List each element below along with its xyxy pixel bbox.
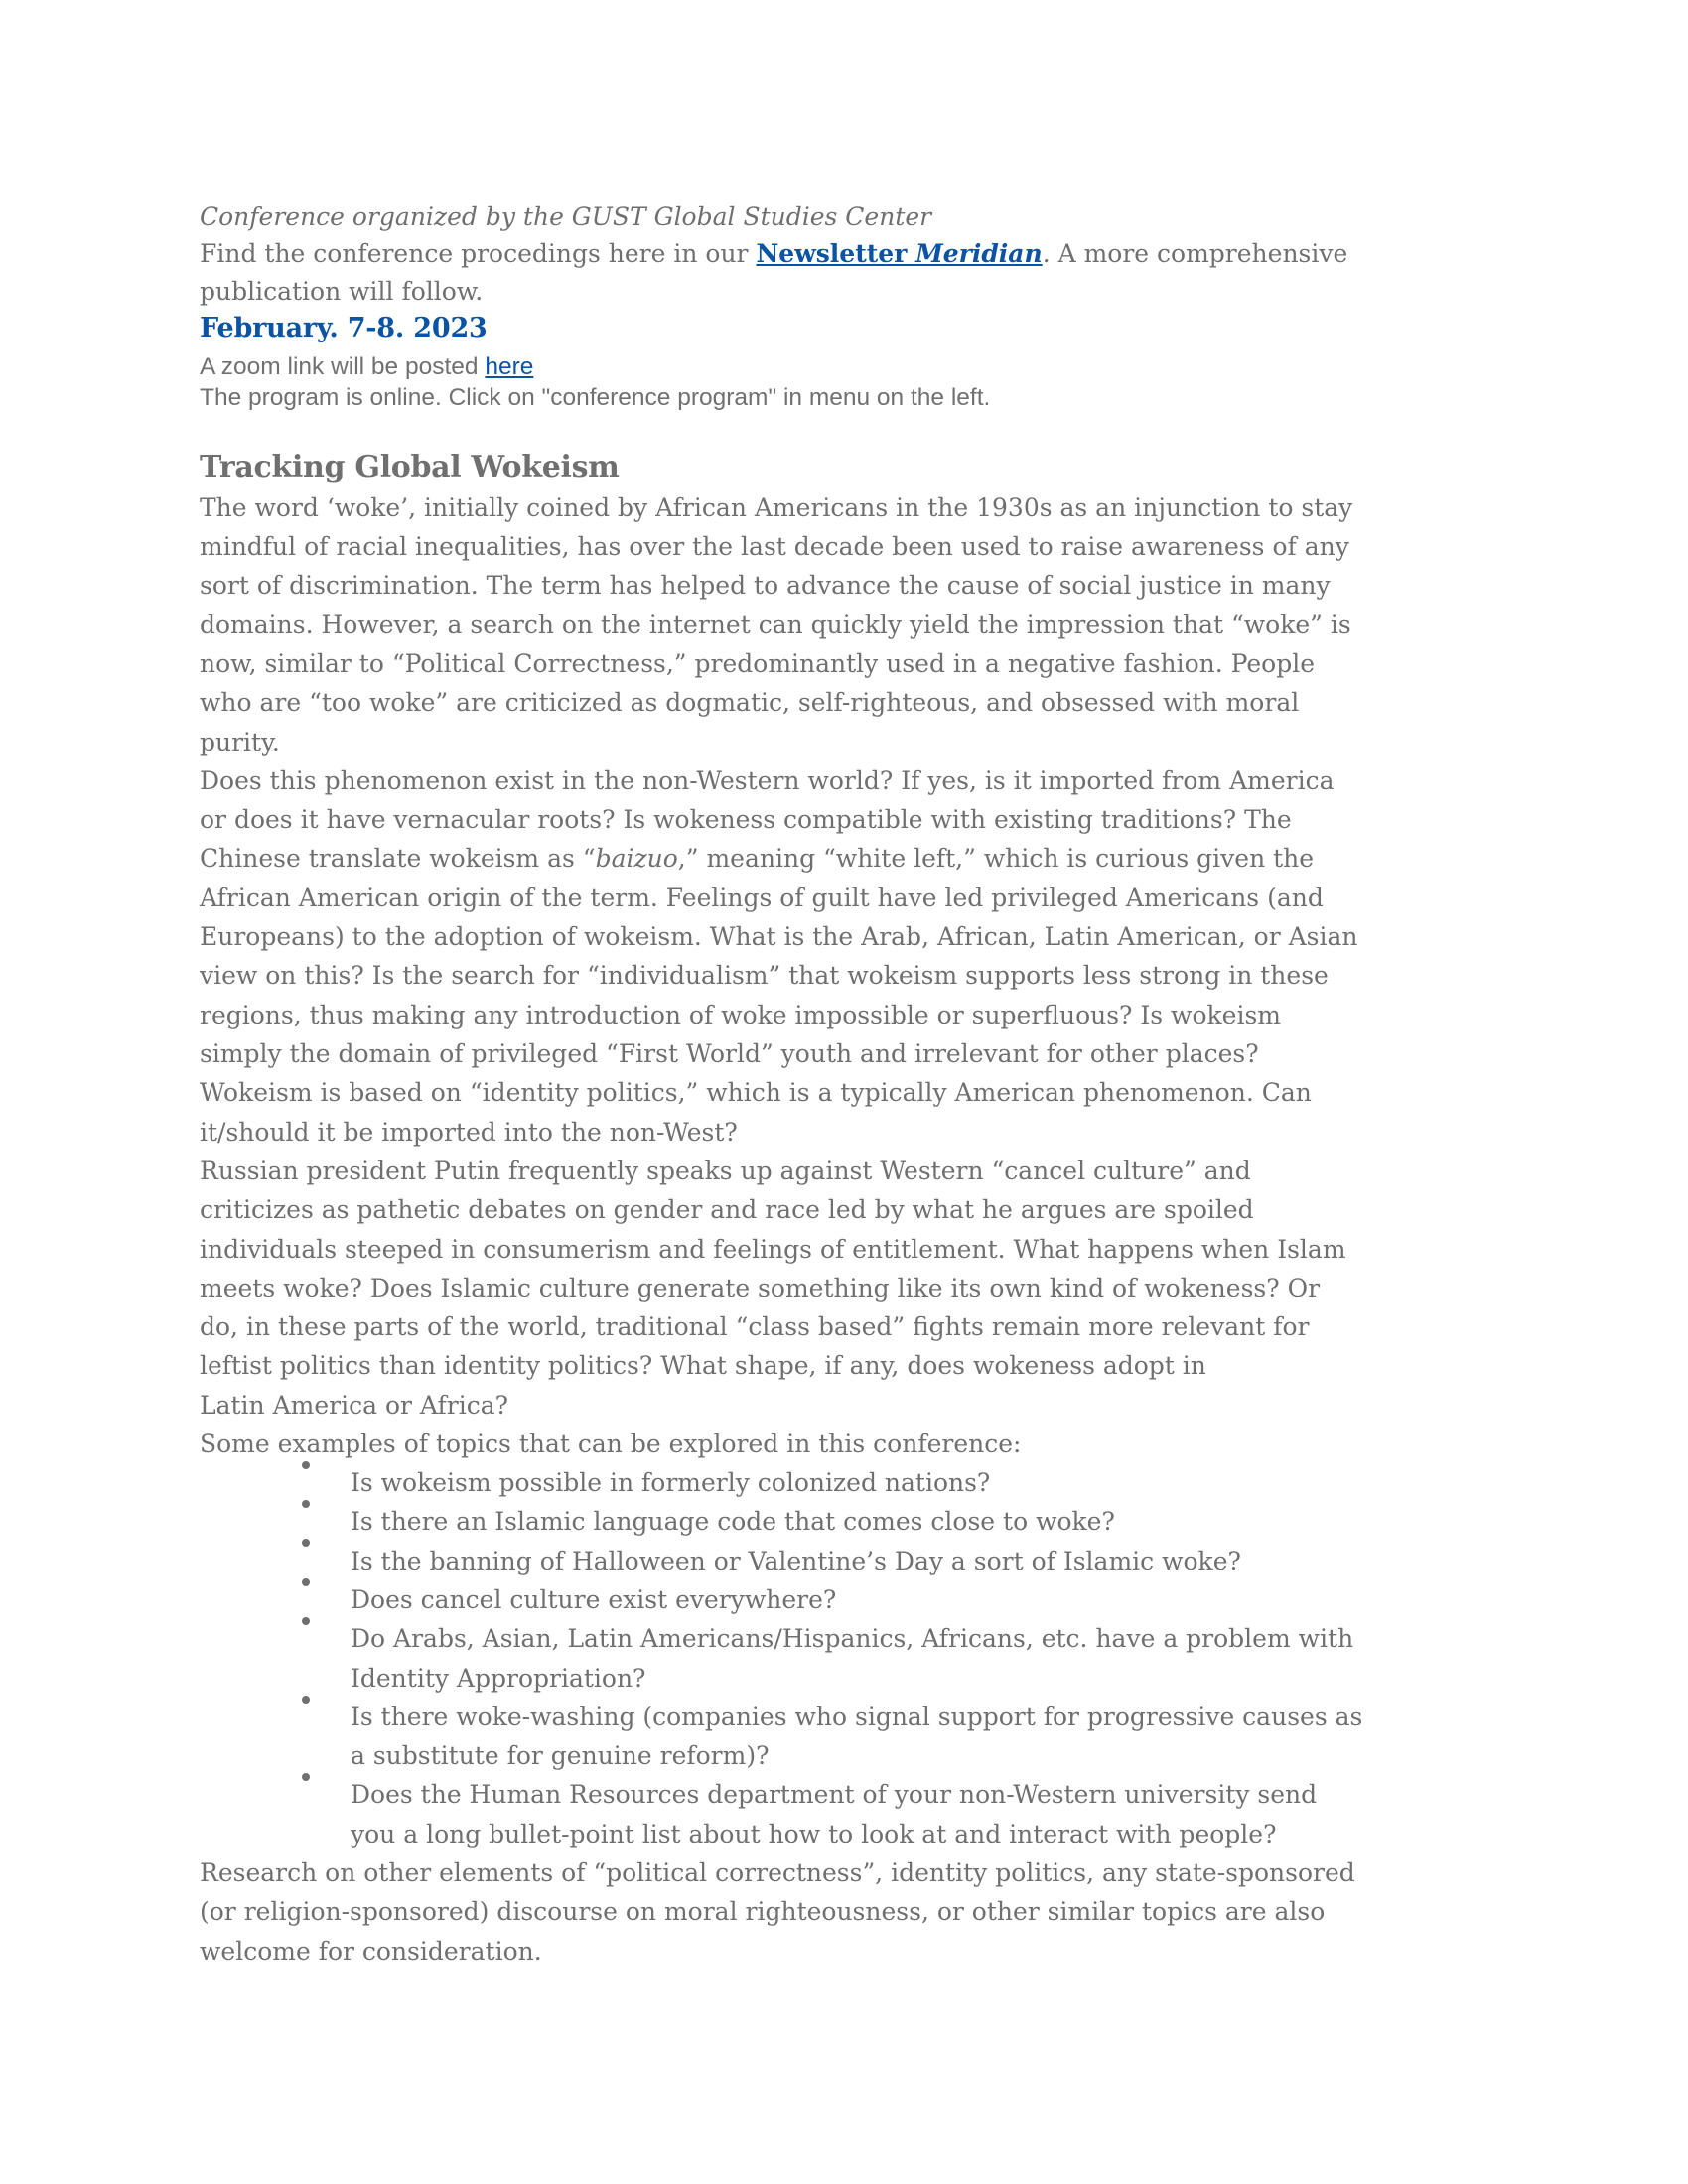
- list-item-text: you a long bullet-point list about how to look at and interact with people?: [351, 1820, 1277, 1848]
- list-item-text: Is there woke-washing (companies who signal support for progressive causes as: [351, 1703, 1363, 1731]
- topics-intro: Some examples of topics that can be explored in this conference:: [200, 1430, 1022, 1458]
- zoom-link-line: [200, 352, 533, 382]
- paragraph-line: meets woke? Does Islamic culture generate something like its own kind of wokeness? Or: [200, 1274, 1321, 1302]
- paragraph-line: [200, 844, 1314, 874]
- paragraph-line: Research on other elements of “political correctness”, identity politics, any state-sponsored: [200, 1858, 1355, 1887]
- baizuo-term: baizuo: [595, 844, 678, 873]
- bullet-icon: [299, 1461, 313, 1475]
- list-item-text: Does the Human Resources department of your non-Western university send: [351, 1780, 1318, 1809]
- paragraph-line: simply the domain of privileged “First World” youth and irrelevant for other places?: [200, 1039, 1259, 1068]
- paragraph-line: (or religion-sponsored) discourse on moral righteousness, or other similar topics are also: [200, 1897, 1326, 1926]
- article-title: Tracking Global Wokeism: [200, 450, 620, 484]
- bullet-icon: [299, 1578, 313, 1592]
- bullet-icon: [299, 1773, 313, 1787]
- meridian-link-text: Meridian: [915, 239, 1043, 268]
- paragraph-line: it/should it be imported into the non-West?: [200, 1118, 738, 1147]
- paragraph-line: Europeans) to the adoption of wokeism. What is the Arab, African, Latin American, or Asian: [200, 922, 1358, 951]
- proceedings-prefix: Find the conference procedings here in our: [200, 239, 757, 268]
- text-segment: Chinese translate wokeism as “: [200, 844, 596, 873]
- paragraph-line: Russian president Putin frequently speaks up against Western “cancel culture” and: [200, 1157, 1251, 1185]
- paragraph-line: African American origin of the term. Feelings of guilt have led privileged Americans (and: [200, 884, 1324, 912]
- paragraph-line: leftist politics than identity politics? What shape, if any, does wokeness adopt in: [200, 1351, 1206, 1380]
- newsletter-meridian-link[interactable]: [756, 239, 1042, 268]
- proceedings-suffix: A more comprehensive: [1050, 239, 1348, 268]
- list-item-text: Is wokeism possible in formerly colonized nations?: [351, 1468, 991, 1497]
- program-note: The program is online. Click on "conference program" in menu on the left.: [200, 384, 991, 411]
- proceedings-period: .: [1042, 239, 1051, 268]
- paragraph-line: individuals steeped in consumerism and feelings of entitlement. What happens when Islam: [200, 1235, 1346, 1264]
- paragraph-line: mindful of racial inequalities, has over the last decade been used to raise awareness of any: [200, 532, 1349, 561]
- paragraph-line: The word ‘woke’, initially coined by African Americans in the 1930s as an injunction to stay: [200, 493, 1353, 522]
- list-item-text: a substitute for genuine reform)?: [351, 1741, 770, 1770]
- paragraph-line: now, similar to “Political Correctness,” predominantly used in a negative fashion. People: [200, 649, 1315, 678]
- proceedings-line: [200, 239, 1347, 269]
- list-item-text: Does cancel culture exist everywhere?: [351, 1585, 837, 1614]
- bullet-icon: [299, 1696, 313, 1709]
- paragraph-line: Does this phenomenon exist in the non-Western world? If yes, is it imported from America: [200, 766, 1335, 795]
- paragraph-line: or does it have vernacular roots? Is wokeness compatible with existing traditions? The: [200, 805, 1292, 834]
- paragraph-line: domains. However, a search on the internet can quickly yield the impression that “woke” is: [200, 611, 1351, 639]
- conference-date: February. 7-8. 2023: [200, 313, 488, 343]
- zoom-link-prefix: A zoom link will be posted: [200, 353, 486, 380]
- text-segment: ,” meaning “white left,” which is curious given the: [677, 844, 1315, 873]
- paragraph-line: regions, thus making any introduction of woke impossible or superfluous? Is wokeism: [200, 1001, 1281, 1029]
- bullet-icon: [299, 1500, 313, 1514]
- proceedings-line-2: publication will follow.: [200, 277, 484, 306]
- paragraph-line: purity.: [200, 728, 280, 756]
- paragraph-line: who are “too woke” are criticized as dogmatic, self-righteous, and obsessed with moral: [200, 688, 1300, 717]
- paragraph-line: sort of discrimination. The term has helped to advance the cause of social justice in many: [200, 571, 1331, 600]
- paragraph-line: welcome for consideration.: [200, 1937, 542, 1966]
- bullet-icon: [299, 1617, 313, 1631]
- list-item-text: Do Arabs, Asian, Latin Americans/Hispanics, Africans, etc. have a problem with: [351, 1624, 1354, 1653]
- zoom-here-link[interactable]: here: [485, 353, 534, 380]
- paragraph-line: Latin America or Africa?: [200, 1391, 509, 1420]
- list-item-text: Is the banning of Halloween or Valentine’s Day a sort of Islamic woke?: [351, 1547, 1241, 1575]
- list-item-text: Is there an Islamic language code that comes close to woke?: [351, 1507, 1115, 1536]
- paragraph-line: view on this? Is the search for “individualism” that wokeism supports less strong in these: [200, 961, 1329, 990]
- newsletter-link-text: Newsletter: [756, 239, 916, 268]
- paragraph-line: criticizes as pathetic debates on gender and race led by what he argues are spoiled: [200, 1195, 1254, 1224]
- list-item-text: Identity Appropriation?: [351, 1664, 646, 1693]
- bullet-icon: [299, 1539, 313, 1553]
- organizer-line: Conference organized by the GUST Global Studies Center: [200, 203, 932, 231]
- paragraph-line: Wokeism is based on “identity politics,” which is a typically American phenomenon. Can: [200, 1078, 1312, 1107]
- paragraph-line: do, in these parts of the world, traditional “class based” fights remain more relevant for: [200, 1312, 1310, 1341]
